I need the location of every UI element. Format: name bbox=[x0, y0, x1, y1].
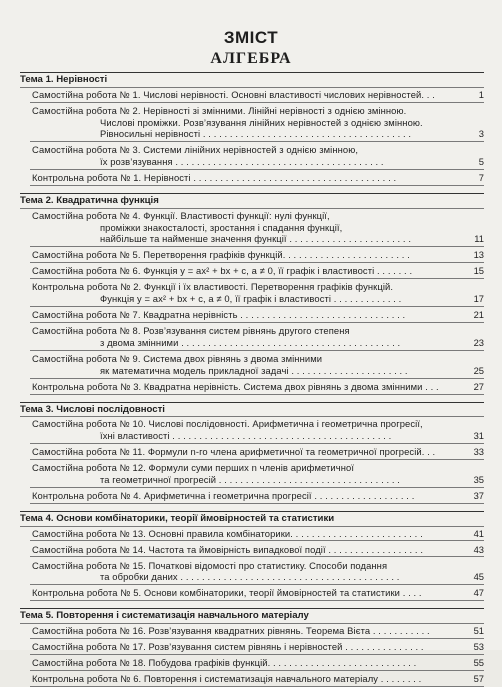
entry-rule bbox=[30, 600, 484, 601]
entry-rule bbox=[30, 141, 484, 142]
entry-rule bbox=[30, 306, 484, 307]
toc-page-number: 33 bbox=[473, 446, 484, 458]
toc-entry-line: Контрольна робота № 3. Квадратна нерівність. Система двох рівнянь з двома змінними . . . bbox=[32, 380, 439, 392]
toc-entry-line: Самостійна робота № 7. Квадратна нерівність . . . . . . . . . . . . . . . . . . . . . . . . . . . . . . . bbox=[32, 309, 406, 321]
entry-rule bbox=[30, 246, 484, 247]
toc-page-number: 41 bbox=[473, 527, 484, 539]
toc-page-number: 1 bbox=[478, 88, 484, 100]
page-title: ЗМІСТ bbox=[223, 28, 279, 47]
section-title: Тема 2. Квадратична функція bbox=[20, 195, 159, 206]
toc-entry-line: Самостійна робота № 16. Розв’язування квадратних рівнянь. Теорема Вієта . . . . . . . . . . . bbox=[32, 625, 430, 636]
toc-entry-line: Самостійна робота № 1. Числові нерівності. Основні властивості числових нерівностей. . . bbox=[32, 88, 435, 100]
toc-page-number: 31 bbox=[473, 430, 484, 442]
toc-entry-line: Самостійна робота № 4. Функції. Властивості функції: нулі функції, bbox=[32, 209, 330, 221]
toc-entry-line: Контрольна робота № 1. Нерівності . . . . . . . . . . . . . . . . . . . . . . . . . . . . . . . . . . . . . . bbox=[32, 172, 397, 184]
toc-entry-line: Самостійна робота № 5. Перетворення графіків функцій. . . . . . . . . . . . . . . . . . . . . . . . bbox=[32, 249, 410, 261]
entry-rule bbox=[30, 556, 484, 557]
entry-rule bbox=[30, 654, 484, 655]
section-top-rule bbox=[20, 608, 484, 609]
page-subtitle: АЛГЕБРА bbox=[210, 50, 292, 67]
toc-entry-line: Самостійна робота № 18. Побудова графіків функцій. . . . . . . . . . . . . . . . . . . . . . . . . . . . bbox=[32, 657, 417, 668]
toc-entry-continuation: як математична модель прикладної задачі . . . . . . . . . . . . . . . . . . . . . . bbox=[100, 364, 408, 376]
toc-page-number: 51 bbox=[473, 625, 484, 636]
toc-page-number: 23 bbox=[473, 337, 484, 348]
toc-page-number: 11 bbox=[474, 233, 484, 245]
entry-rule bbox=[30, 278, 484, 279]
entry-rule bbox=[30, 540, 484, 541]
toc-entry-line: Самостійна робота № 10. Числові послідовності. Арифметична і геометрична прогресії, bbox=[32, 418, 423, 430]
entry-rule bbox=[30, 169, 484, 170]
toc-page-number: 35 bbox=[473, 474, 484, 485]
section-top-rule bbox=[20, 72, 484, 73]
toc-entry-continuation: та обробки даних . . . . . . . . . . . . . . . . . . . . . . . . . . . . . . . . . . . . . . . . . bbox=[100, 571, 400, 583]
toc-page-number: 57 bbox=[473, 673, 484, 684]
toc-page-number: 3 bbox=[478, 128, 484, 140]
section-top-rule bbox=[20, 511, 484, 512]
section-title-rule bbox=[20, 416, 484, 417]
toc-page-number: 15 bbox=[473, 265, 484, 277]
section-title: Тема 4. Основи комбінаторики, теорії ймовірностей та статистики bbox=[20, 512, 335, 524]
toc-page-number: 53 bbox=[473, 641, 484, 652]
toc-entry-line: Самостійна робота № 9. Система двох рівнянь з двома змінними bbox=[32, 353, 323, 364]
toc-page-number: 13 bbox=[473, 249, 484, 261]
section-top-rule bbox=[20, 402, 484, 403]
toc-entry-continuation: з двома змінними . . . . . . . . . . . . . . . . . . . . . . . . . . . . . . . . . . . . . . . . . bbox=[100, 337, 401, 348]
section-title: Тема 5. Повторення і систематизація навчального матеріалу bbox=[20, 610, 309, 622]
section-title-rule bbox=[20, 526, 484, 527]
toc-entry-line: Контрольна робота № 4. Арифметична і геометрична прогресії . . . . . . . . . . . . . . . . . . . bbox=[32, 490, 415, 501]
section-top-rule bbox=[20, 193, 484, 194]
toc-entry-continuation: найбільше та найменше значення функції . . . . . . . . . . . . . . . . . . . . . . . bbox=[100, 233, 412, 245]
toc-entry-continuation: Числові проміжки. Розв’язування лінійних нерівностей з однією змінною. bbox=[100, 116, 423, 128]
toc-entry-continuation: Рівносильні нерівності . . . . . . . . . . . . . . . . . . . . . . . . . . . . . . . . . . . . . . . bbox=[100, 128, 412, 140]
toc-page-number: 45 bbox=[473, 571, 484, 583]
toc-entry-continuation: Функція y = ax² + bx + c, a ≠ 0, її графік і властивості . . . . . . . . . . . . . bbox=[100, 293, 402, 305]
entry-rule bbox=[30, 487, 484, 488]
entry-rule bbox=[30, 503, 484, 504]
section-title: Тема 1. Нерівності bbox=[20, 74, 108, 85]
entry-rule bbox=[30, 102, 484, 103]
toc-page-number: 37 bbox=[473, 490, 484, 501]
toc-page-number: 17 bbox=[473, 293, 484, 305]
entry-rule bbox=[30, 185, 484, 186]
toc-page-number: 43 bbox=[473, 543, 484, 555]
entry-rule bbox=[30, 584, 484, 585]
toc-page-number: 21 bbox=[473, 309, 484, 321]
toc-page-number: 55 bbox=[473, 657, 484, 668]
toc-entry-line: Контрольна робота № 5. Основи комбінаторики, теорії ймовірностей та статистики . . . . bbox=[32, 587, 422, 599]
toc-entry-continuation: їх розв’язування . . . . . . . . . . . . . . . . . . . . . . . . . . . . . . . . . . . . . . . bbox=[100, 156, 384, 168]
toc-entry-line: Самостійна робота № 17. Розв’язування систем рівнянь і нерівностей . . . . . . . . . . . . . . . bbox=[32, 641, 424, 652]
entry-rule bbox=[30, 262, 484, 263]
entry-rule bbox=[30, 443, 484, 444]
section-title-rule bbox=[20, 623, 484, 624]
toc-entry-continuation: їхні властивості . . . . . . . . . . . . . . . . . . . . . . . . . . . . . . . . . . . . . . . . . bbox=[100, 430, 392, 442]
section-title-rule bbox=[20, 87, 484, 88]
entry-rule bbox=[30, 378, 484, 379]
toc-page-number: 25 bbox=[473, 364, 484, 376]
toc-entry-line: Самостійна робота № 12. Формули суми перших n членів арифметичної bbox=[32, 462, 355, 474]
toc-page-number: 47 bbox=[473, 587, 484, 599]
section-title: Тема 3. Числові послідовності bbox=[20, 403, 165, 415]
entry-rule bbox=[30, 459, 484, 460]
entry-rule bbox=[30, 394, 484, 395]
toc-entry-continuation: проміжки знакосталості, зростання і спадання функції, bbox=[100, 221, 343, 233]
toc-page-number: 5 bbox=[478, 156, 484, 168]
toc-entry-line: Контрольна робота № 6. Повторення і систематизація навчального матеріалу . . . . . . . . bbox=[32, 673, 422, 684]
entry-rule bbox=[30, 638, 484, 639]
section-title-rule bbox=[20, 208, 484, 209]
entry-rule bbox=[30, 670, 484, 671]
toc-entry-line: Самостійна робота № 15. Початкові відомості про статистику. Способи подання bbox=[32, 559, 388, 571]
toc-entry-line: Самостійна робота № 3. Системи лінійних нерівностей з однією змінною, bbox=[32, 144, 359, 156]
toc-entry-line: Самостійна робота № 8. Розв’язування систем рівнянь другого степеня bbox=[32, 325, 350, 337]
entry-rule bbox=[30, 322, 484, 323]
toc-entry-line: Самостійна робота № 11. Формули n-го члена арифметичної та геометричної прогресій. . . bbox=[32, 446, 436, 458]
entry-rule bbox=[30, 350, 484, 351]
toc-entry-line: Самостійна робота № 6. Функція y = ax² + bx + c, a ≠ 0, її графік і властивості . . . . . . . bbox=[32, 265, 413, 277]
toc-entry-line: Контрольна робота № 2. Функції і їх властивості. Перетворення графіків функцій. bbox=[32, 281, 394, 293]
toc-page-number: 7 bbox=[478, 172, 484, 184]
toc-entry-continuation: та геометричної прогресій . . . . . . . . . . . . . . . . . . . . . . . . . . . . . . . . . . bbox=[100, 474, 401, 485]
toc-entry-line: Самостійна робота № 14. Частота та ймовірність випадкової події . . . . . . . . . . . . . . . . . . bbox=[32, 543, 424, 555]
toc-entry-line: Самостійна робота № 2. Нерівності зі змінними. Лінійні нерівності з однією змінною. bbox=[32, 104, 407, 116]
toc-page-number: 27 bbox=[473, 380, 484, 392]
toc-entry-line: Самостійна робота № 13. Основні правила комбінаторики. . . . . . . . . . . . . . . . . . . . . . . . . bbox=[32, 527, 423, 539]
